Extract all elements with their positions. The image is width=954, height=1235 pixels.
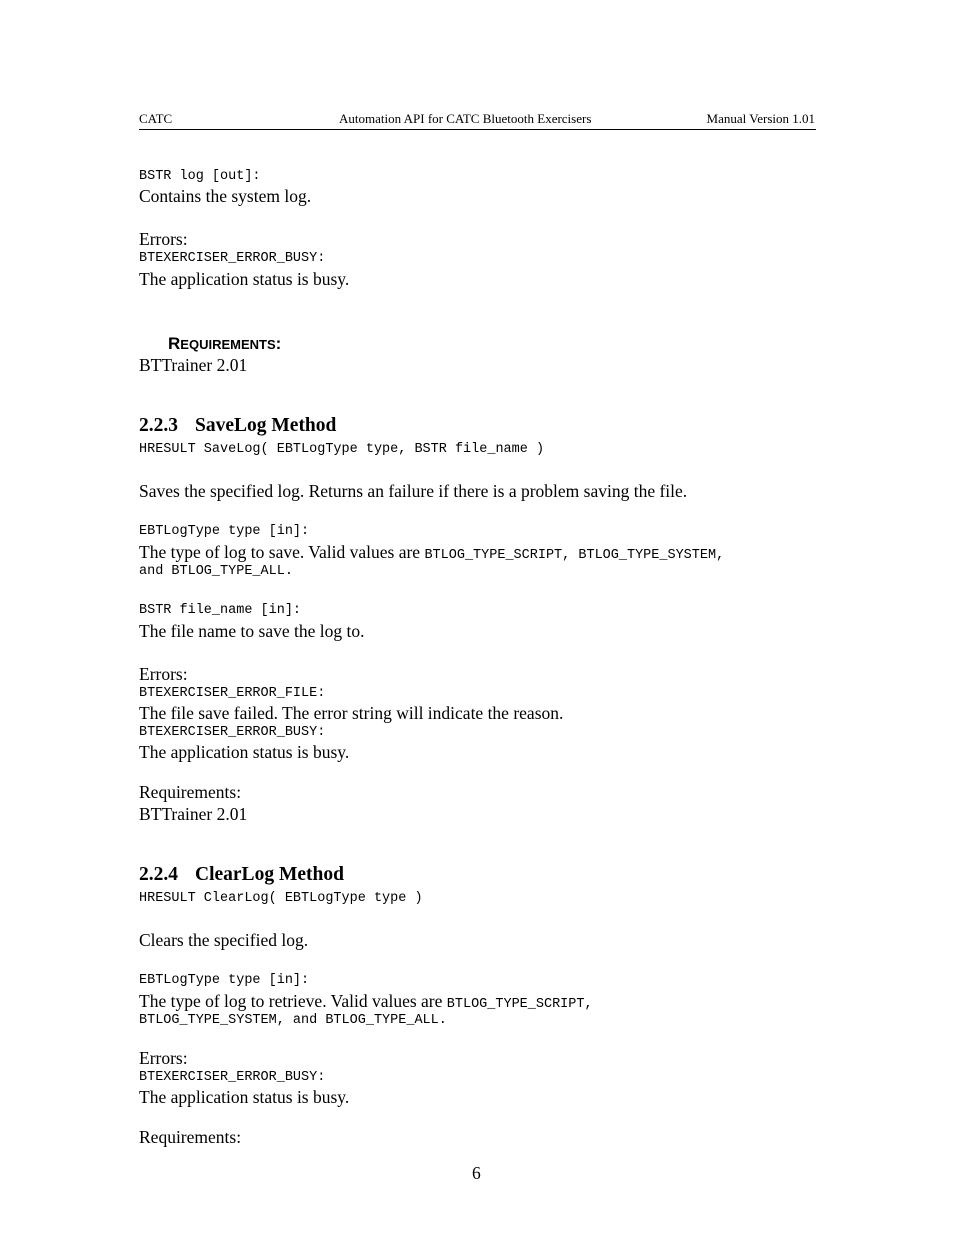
- param-description: The type of log to save. Valid values are BTLOG_TYPE_SCRIPT, BTLOG_TYPE_SYSTEM,: [139, 542, 725, 563]
- error-description: The application status is busy.: [139, 742, 350, 762]
- header-rule: [139, 129, 816, 130]
- error-code: BTEXERCISER_ERROR_BUSY:: [139, 1070, 326, 1085]
- page-number: 6: [472, 1163, 481, 1183]
- header-right: Manual Version 1.01: [706, 111, 815, 126]
- section-heading-savelog: 2.2.3 SaveLog Method: [139, 415, 337, 436]
- requirements-label: Requirements:: [139, 1127, 242, 1147]
- error-description: The application status is busy.: [139, 1087, 350, 1107]
- method-signature: HRESULT ClearLog( EBTLogType type ): [139, 891, 423, 906]
- errors-label: Errors:: [139, 1048, 188, 1068]
- method-description: Clears the specified log.: [139, 930, 309, 950]
- param-signature: EBTLogType type [in]:: [139, 524, 310, 539]
- param-signature: BSTR file_name [in]:: [139, 603, 302, 618]
- error-description: The file save failed. The error string will indicate the reason.: [139, 703, 564, 723]
- requirements-heading: REQUIREMENTS:: [168, 334, 282, 353]
- requirements-value: BTTrainer 2.01: [139, 804, 248, 824]
- requirements-value: BTTrainer 2.01: [139, 355, 248, 375]
- requirements-label: Requirements:: [139, 782, 242, 802]
- error-code: BTEXERCISER_ERROR_BUSY:: [139, 251, 326, 266]
- error-code: BTEXERCISER_ERROR_BUSY:: [139, 725, 326, 740]
- param-values-continued: and BTLOG_TYPE_ALL.: [139, 564, 293, 579]
- param-description: The type of log to retrieve. Valid values are BTLOG_TYPE_SCRIPT,: [139, 991, 593, 1012]
- method-signature: HRESULT SaveLog( EBTLogType type, BSTR file_name ): [139, 442, 545, 457]
- param-values-continued: BTLOG_TYPE_SYSTEM, and BTLOG_TYPE_ALL.: [139, 1013, 447, 1028]
- param-description: The file name to save the log to.: [139, 621, 365, 641]
- param-description: Contains the system log.: [139, 186, 312, 206]
- errors-label: Errors:: [139, 229, 188, 249]
- section-heading-clearlog: 2.2.4 ClearLog Method: [139, 864, 344, 885]
- param-signature: BSTR log [out]:: [139, 169, 261, 184]
- error-description: The application status is busy.: [139, 269, 350, 289]
- header-center: Automation API for CATC Bluetooth Exercisers: [339, 111, 592, 126]
- param-signature: EBTLogType type [in]:: [139, 973, 310, 988]
- errors-label: Errors:: [139, 664, 188, 684]
- header-left: CATC: [139, 111, 173, 126]
- error-code: BTEXERCISER_ERROR_FILE:: [139, 686, 326, 701]
- method-description: Saves the specified log. Returns an failure if there is a problem saving the file.: [139, 481, 688, 501]
